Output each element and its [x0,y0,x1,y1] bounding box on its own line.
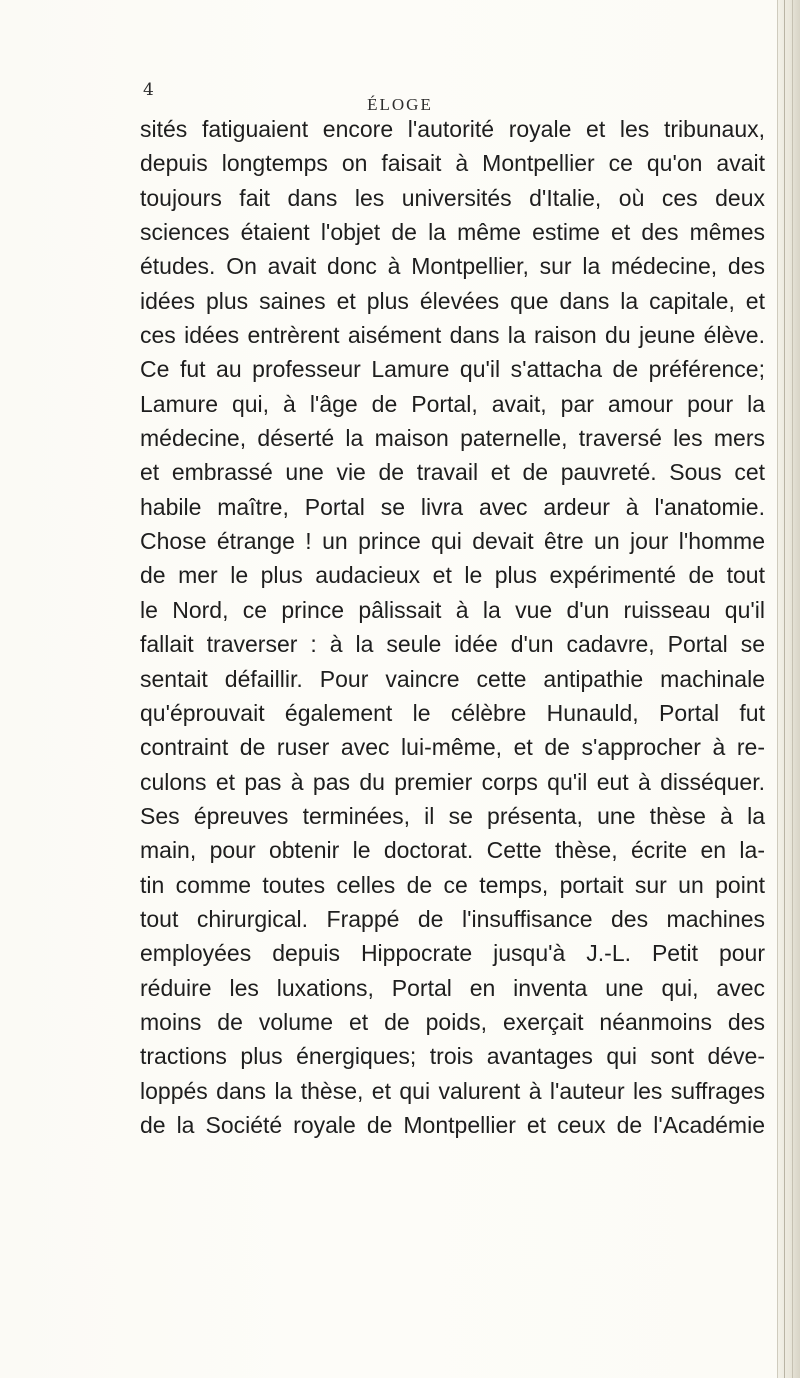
page-edge-line [784,0,785,1378]
text-line: de la Société royale de Montpellier et ceux de l'Académie [140,1111,765,1138]
text-line: toujours fait dans les universités d'Italie, où ces deux [140,184,765,211]
text-line: tractions plus énergiques; trois avantages qui sont déve- [140,1043,765,1070]
text-line: moins de volume et de poids, exerçait néanmoins des [140,1008,765,1035]
text-line: sités fatiguaient encore l'autorité royale et les tribunaux, [140,116,765,142]
text-line: le Nord, ce prince pâlissait à la vue d'un ruisseau qu'il [140,596,765,623]
page-edge-line [792,0,793,1378]
text-line: études. On avait donc à Montpellier, sur la médecine, des [140,253,765,280]
text-line: tout chirurgical. Frappé de l'insuffisance des machines [140,905,765,932]
text-line: Chose étrange ! un prince qui devait être un jour l'homme [140,528,765,555]
text-line: sentait défaillir. Pour vaincre cette antipathie machinale [140,665,765,692]
text-line: sciences étaient l'objet de la même estime et des mêmes [140,219,765,246]
text-line: habile maître, Portal se livra avec ardeur à l'anatomie. [140,493,765,520]
text-line: culons et pas à pas du premier corps qu'il eut à disséquer. [140,768,765,795]
text-line: contraint de ruser avec lui-même, et de s'approcher à re- [140,734,765,761]
page-edge [777,0,800,1378]
text-line: depuis longtemps on faisait à Montpellier ce qu'on avait [140,150,765,177]
text-line: qu'éprouvait également le célèbre Hunauld, Portal fut [140,699,765,726]
text-line: réduire les luxations, Portal en inventa une qui, avec [140,974,765,1001]
text-line: idées plus saines et plus élevées que dans la capitale, et [140,287,765,314]
text-line: médecine, déserté la maison paternelle, traversé les mers [140,425,765,452]
text-line: et embrassé une vie de travail et de pauvreté. Sous cet [140,459,765,486]
running-title: ÉLOGE [367,95,433,114]
text-line: Lamure qui, à l'âge de Portal, avait, par amour pour la [140,390,765,417]
text-line: Ses épreuves terminées, il se présenta, une thèse à la [140,802,765,829]
body-text [140,112,765,1142]
text-line: ces idées entrèrent aisément dans la raison du jeune élève. [140,322,765,349]
text-line: tin comme toutes celles de ce temps, portait sur un point [140,871,765,898]
page-number: 4 [143,80,154,100]
text-line: loppés dans la thèse, et qui valurent à l'auteur les suffrages [140,1077,765,1104]
text-line: main, pour obtenir le doctorat. Cette thèse, écrite en la- [140,837,765,864]
text-line: Ce fut au professeur Lamure qu'il s'attacha de préférence; [140,356,765,383]
text-line: employées depuis Hippocrate jusqu'à J.-L. Petit pour [140,940,765,967]
text-line: fallait traverser : à la seule idée d'un cadavre, Portal se [140,631,765,658]
text-line: de mer le plus audacieux et le plus expérimenté de tout [140,562,765,589]
